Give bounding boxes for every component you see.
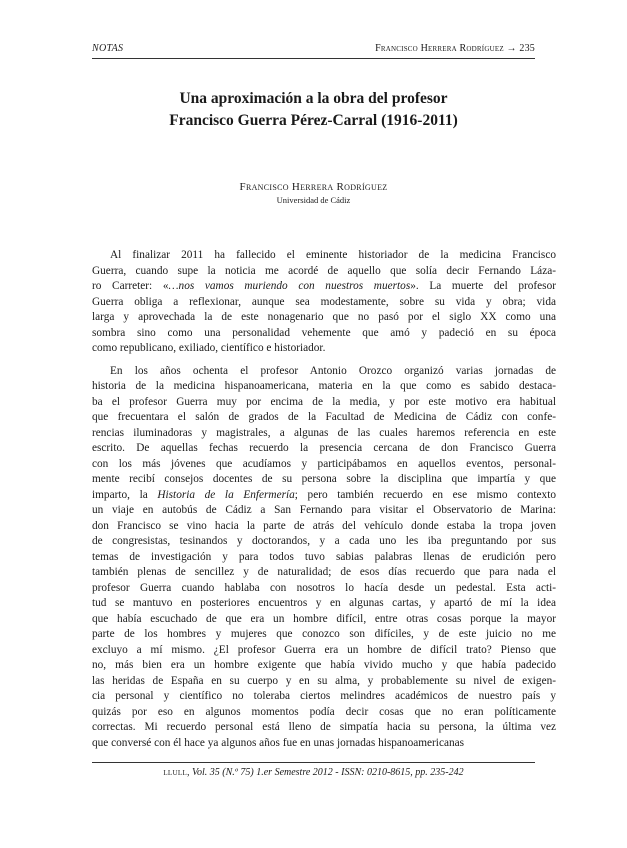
text-line: un viaje en autobús de Cádiz a San Fernando para visitar el Observatorio de Marina: <box>92 504 556 516</box>
text-line: también plenas de sencillez y de naturalidad; de esos días recuerdo que para nada el <box>92 566 556 578</box>
text-line: Guerra, cuando supe la noticia me acordé de aquello que solía decir Fernando Láza- <box>92 264 556 277</box>
text-line: que frecuentara el salón de grados de la Facultad de Medicina de Cádiz con confe- <box>92 411 556 423</box>
header-rule <box>92 58 535 59</box>
text-line: En los años ochenta el profesor Antonio Orozco organizó varias jornadas de <box>110 364 556 377</box>
text-line: parte de los hombres y mujeres que conozco son difíciles, y de este juicio no me <box>92 628 556 640</box>
title-line-2: Francisco Guerra Pérez-Carral (1916-2011) <box>169 112 458 129</box>
journal-name: llull <box>163 767 188 778</box>
text-line: mente recibí consejos docentes de su persona sobre la disciplina que impartía y que <box>92 473 556 485</box>
text-line: rencias iluminadoras y magistrales, a algunas de las cuales haremos referencia en este <box>92 426 556 439</box>
text-line: historia de la medicina hispanoamericana, materia en la que como es sabido destaca- <box>92 380 556 392</box>
text-line: las heridas de España en su cuerpo y en su alma, y probablemente su nivel de exigen- <box>92 674 556 687</box>
text-line: que había escuchado de que era un hombre difícil, entre otras cosas porque la mayor <box>92 612 556 625</box>
author-block <box>92 180 535 206</box>
text-line: quizás por eso en algunos momentos podía decir cosas que no eran políticamente <box>92 705 556 718</box>
footer-citation <box>92 766 535 780</box>
text-line: cia personal y científico no toleraba ciertos melindres académicos de nuestro país y <box>92 690 556 702</box>
paragraph <box>92 248 556 357</box>
text-line: ba el profesor Guerra muy por encima de la media, y por este motivo era habitual <box>92 395 556 408</box>
article-title <box>92 88 535 132</box>
text-line: temas de investigación y para todos tuvo sabias palabras llenas de erudición pero <box>92 550 556 563</box>
paragraph <box>92 364 556 752</box>
text-line: con los más jóvenes que acudíamos y participábamos en aquellos eventos, personal- <box>92 457 556 470</box>
title-line-1: Una aproximación a la obra del profesor <box>179 90 448 107</box>
running-header <box>92 42 535 56</box>
text-line: de congresistas, tesinandos y doctorandos, y a cada uno les iba preguntando por sus <box>92 535 556 547</box>
text-line: imparto, la Historia de la Enfermería; pero también recuerdo en ese mismo contexto <box>92 488 556 501</box>
section-label: NOTAS <box>92 43 124 54</box>
text-line: Al finalizar 2011 ha fallecido el eminente historiador de la medicina Francisco <box>110 249 556 261</box>
text-line: tud se mantuvo en posteriores encuentros y en algunas cartas, y apartó de mí la idea <box>92 597 556 609</box>
author-name: Francisco Herrera Rodríguez <box>239 181 388 193</box>
text-line: no, más bien era un hombre exigente que había vivido mucho y que había padecido <box>92 659 556 671</box>
text-line: larga y aprovechada la de este nonagenario que no pasó por el siglo XX como una <box>92 311 556 323</box>
text-line: don Francisco se vino hacia la parte de atrás del vehículo donde estaba la tropa joven <box>92 519 556 532</box>
journal-citation: , Vol. 35 (N.º 75) 1.er Semestre 2012 - ISSN: 0210-8615, pp. 235-242 <box>187 767 464 778</box>
text-line: que conversé con él hace ya algunos años fue en unas jornadas hispanoamericanas <box>92 736 465 749</box>
text-line: sombra sino como una personalidad vehemente que amó y padeció en su época <box>92 326 556 339</box>
text-line: ro Carreter: «…nos vamos muriendo con nuestros muertos». La muerte del profesor <box>92 280 556 292</box>
footer-rule <box>92 762 535 763</box>
author-affiliation: Universidad de Cádiz <box>276 195 351 205</box>
article-body <box>92 248 556 751</box>
text-line: excluyo a mí mismo. ¿El profesor Guerra era un hombre de difícil trato? Pienso que <box>92 643 556 656</box>
text-line: como republicano, exiliado, científico e historiador. <box>92 342 326 354</box>
text-line: profesor Guerra cuando hablaba con nosotros lo hacía desde un pedestal. Esta acti- <box>92 581 556 594</box>
author-page-number: Francisco Herrera Rodríguez → 235 <box>375 43 535 54</box>
text-line: escrito. De aquellas fechas recuerdo la presencia cercana de don Francisco Guerra <box>92 442 556 454</box>
text-line: Guerra obliga a reflexionar, aunque sea modestamente, sobre su vida y obra; vida <box>92 295 556 308</box>
italic-text: …nos vamos muriendo con nuestros muertos <box>168 280 411 292</box>
text-line: correctas. Mi recuerdo personal está lleno de simpatía hacia su persona, la última vez <box>92 721 556 733</box>
italic-text: Historia de la Enfermería <box>157 488 295 501</box>
